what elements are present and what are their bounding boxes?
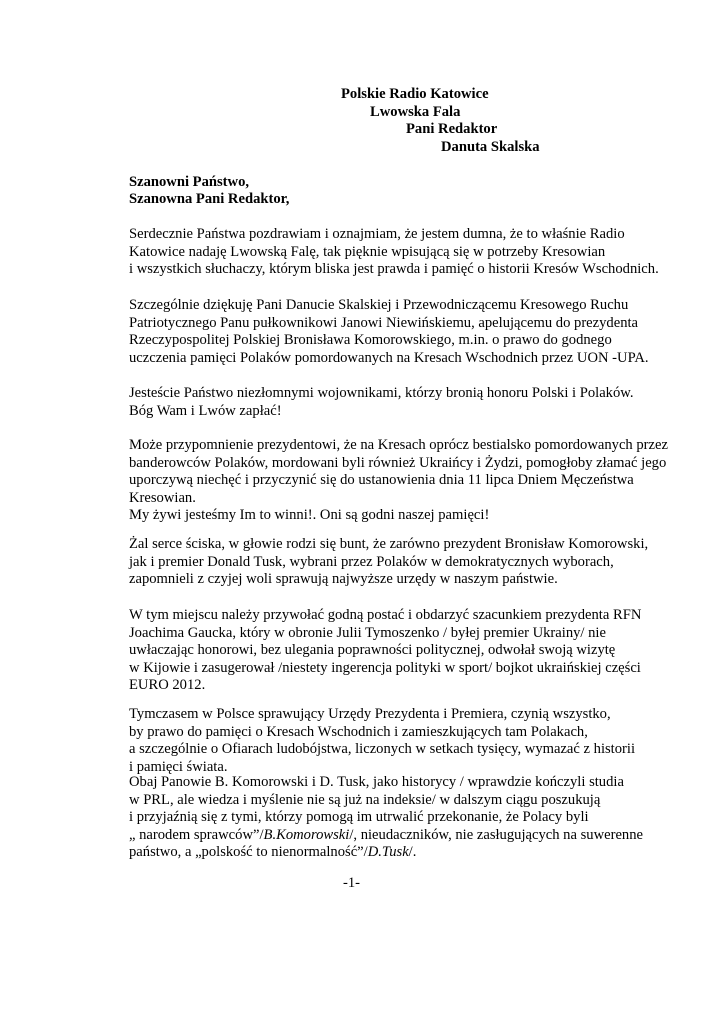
paragraph-line: Żal serce ściska, w głowie rodzi się bunt, że zarówno prezydent Bronisław Komorowski, [129, 536, 649, 552]
paragraph-line: w Kijowie i zasugerował /niestety ingerencja polityki w sport/ bojkot ukraińskiej części [129, 659, 641, 676]
paragraph-8 [129, 774, 689, 862]
paragraph-line: by prawo do pamięci o Kresach Wschodnich i zamieszkujących tam Polakach, [129, 723, 588, 740]
paragraph-line: Rzeczypospolitej Polskiej Bronisława Komorowskiego, m.in. o prawo do godnego [129, 332, 612, 349]
paragraph-5 [129, 536, 689, 589]
paragraph-6 [129, 607, 689, 695]
recipient-line-3: Pani Redaktor [406, 121, 498, 137]
paragraph-line: Katowice nadaję Lwowską Falę, tak pięknie wpisującą się w potrzeby Kresowian [129, 243, 606, 260]
recipient-line-4: Danuta Skalska [441, 139, 540, 155]
quote-text: państwo, a „polskość to nienormalność”/ [129, 844, 368, 861]
paragraph-1 [129, 226, 689, 279]
paragraph-4 [129, 437, 689, 525]
paragraph-line: Joachima Gaucka, który w obronie Julii Tymoszenko / byłej premier Ukrainy/ nie [129, 624, 606, 641]
quote-attribution: D.Tusk [367, 844, 409, 861]
paragraph-2 [129, 297, 689, 367]
quote-attribution: B.Komorowski [263, 826, 350, 843]
paragraph-line: a szczególnie o Ofiarach ludobójstwa, liczonych w setkach tysięcy, wymazać z historii [129, 741, 635, 758]
quote-text: „ narodem sprawców”/ [129, 826, 264, 843]
paragraph-line: jak i premier Donald Tusk, wybrani przez Polaków w demokratycznych wyborach, [129, 553, 614, 570]
paragraph-line: banderowców Polaków, mordowani byli również Ukraińcy i Żydzi, pomogłoby złamać jego [129, 454, 667, 471]
salutation-line-1: Szanowni Państwo, [129, 174, 250, 190]
paragraph-line: Tymczasem w Polsce sprawujący Urzędy Prezydenta i Premiera, czynią wszystko, [129, 706, 611, 722]
paragraph-line: w PRL, ale wiedza i myślenie nie są już na indeksie/ w dalszym ciągu poszukują [129, 791, 601, 808]
paragraph-line: Obaj Panowie B. Komorowski i D. Tusk, jako historycy / wprawdzie kończyli studia [129, 774, 624, 790]
paragraph-line: Patriotycznego Panu pułkownikowi Janowi Niewińskiemu, apelującemu do prezydenta [129, 314, 639, 331]
paragraph-line: i przyjaźnią się z tymi, którzy pomogą im utrwalić przekonanie, że Polacy byli [129, 809, 589, 826]
paragraph-line: uporczywą niechęć i przyczynić się do ustanowienia dnia 11 lipca Dniem Męczeństwa [129, 472, 634, 489]
paragraph-line: My żywi jesteśmy Im to winni!. Oni są godni naszej pamięci! [129, 507, 490, 524]
page-number: -1- [343, 875, 361, 891]
paragraph-line: i pamięci świata. [129, 758, 228, 775]
paragraph-line: Jesteście Państwo niezłomnymi wojownikami, którzy bronią honoru Polski i Polaków. [129, 385, 634, 401]
recipient-line-1: Polskie Radio Katowice [341, 86, 489, 102]
paragraph-line: Może przypomnienie prezydentowi, że na Kresach oprócz bestialsko pomordowanych przez [129, 437, 668, 453]
paragraph-7 [129, 706, 689, 776]
quote-text: /, nieudaczników, nie zasługujących na suwerenne [349, 826, 643, 843]
salutation-line-2: Szanowna Pani Redaktor, [129, 191, 290, 207]
quote-text: /. [408, 844, 417, 861]
paragraph-line: i wszystkich słuchaczy, którym bliska jest prawda i pamięć o historii Kresów Wschodnich. [129, 261, 659, 278]
paragraph-line: uczczenia pamięci Polaków pomordowanych na Kresach Wschodnich przez UON -UPA. [129, 349, 649, 366]
paragraph-line: Serdecznie Państwa pozdrawiam i oznajmiam, że jestem dumna, że to właśnie Radio [129, 226, 625, 242]
paragraph-line-mixed [129, 827, 689, 845]
paragraph-line: uwłaczając honorowi, bez ulegania poprawności politycznej, odwołał swoją wizytę [129, 642, 616, 659]
recipient-line-2: Lwowska Fala [370, 104, 461, 120]
paragraph-line: Szczególnie dziękuję Pani Danucie Skalskiej i Przewodniczącemu Kresowego Ruchu [129, 297, 629, 313]
paragraph-line-mixed [129, 844, 689, 862]
paragraph-line: Bóg Wam i Lwów zapłać! [129, 402, 282, 419]
paragraph-line: Kresowian. [129, 489, 196, 506]
paragraph-line: W tym miejscu należy przywołać godną postać i obdarzyć szacunkiem prezydenta RFN [129, 607, 642, 623]
paragraph-line: zapomnieli z czyjej woli sprawują najwyższe urzędy w naszym państwie. [129, 571, 558, 588]
paragraph-line: EURO 2012. [129, 677, 206, 694]
paragraph-3 [129, 385, 689, 420]
